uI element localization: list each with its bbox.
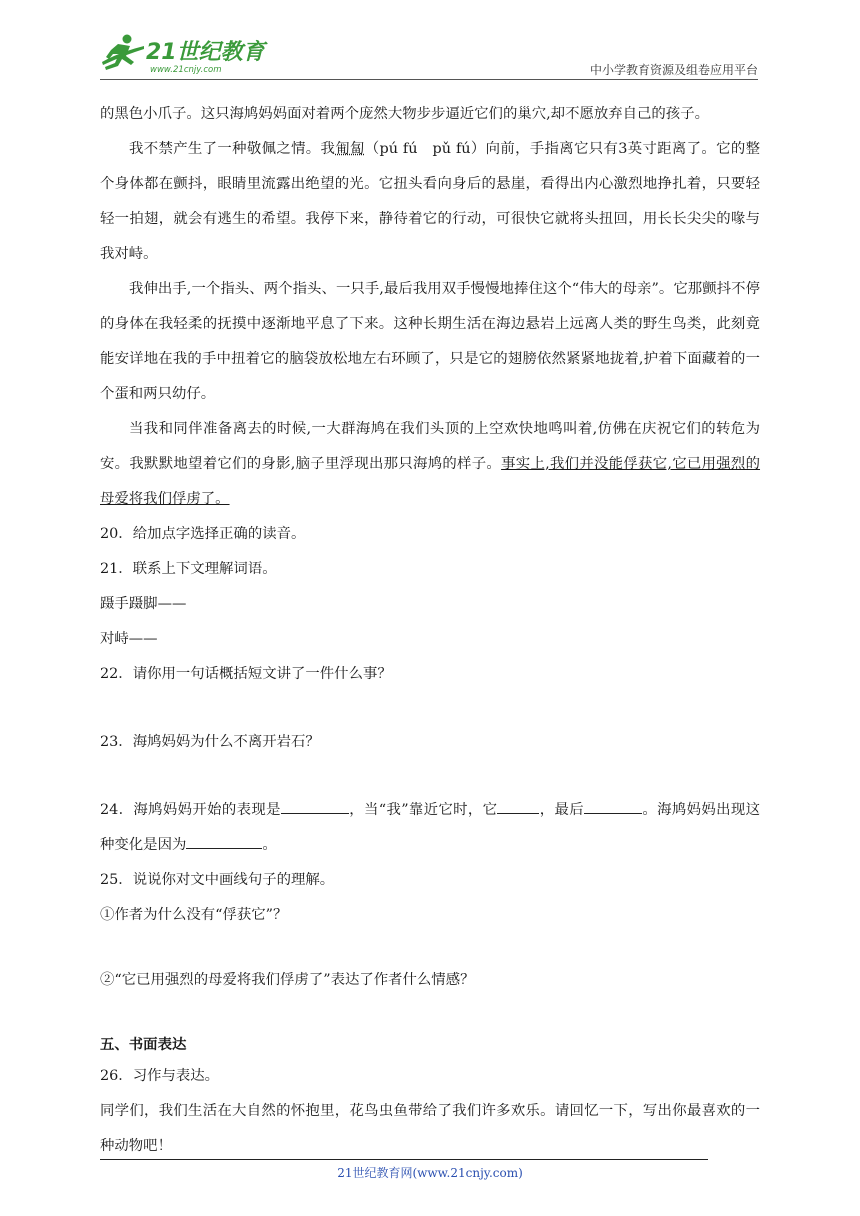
question-21-item-a: 蹑手蹑脚—— <box>100 596 187 612</box>
dotted-word: 匍匐 <box>335 141 365 157</box>
answer-space-23[interactable] <box>100 760 760 793</box>
document-body <box>100 97 760 1164</box>
answer-space-22[interactable] <box>100 692 760 725</box>
passage-paragraph-2: 我伸出手,一个指头、两个指头、一只手,最后我用双手慢慢地捧住这个“伟大的母亲”。它那颤抖不停的身体在我轻柔的抚摸中逐渐地平息了下来。这种长期生活在海边悬岩上远离人类的野生鸟类，此刻竟能安详地在我的手中扭着它的脑袋放松地左右环顾了，只是它的翅膀依然紧紧地拢着,护着下面藏着的一个蛋和两只幼仔。 <box>100 281 760 402</box>
header-divider <box>100 79 758 80</box>
answer-space-25-2[interactable] <box>100 998 760 1031</box>
question-26: 26．习作与表达。 <box>100 1068 220 1084</box>
question-25-part-1: ①作者为什么没有“俘获它”？ <box>100 907 288 923</box>
footer-divider <box>100 1159 708 1160</box>
question-22: 22．请你用一句话概括短文讲了一件什么事？ <box>100 666 392 682</box>
logo-runner-icon <box>100 32 270 76</box>
question-21: 21．联系上下文理解词语。 <box>100 561 277 577</box>
site-logo[interactable] <box>100 32 270 76</box>
underlined-sentence: 事实上,我们并没能俘获它,它已用强烈的母爱将我们俘虏了。 <box>100 456 761 507</box>
question-26-prompt: 同学们，我们生活在大自然的怀抱里，花鸟虫鱼带给了我们许多欢乐。请回忆一下，写出你最喜欢的一种动物吧！ <box>100 1103 760 1154</box>
svg-text:www.21cnjy.com: www.21cnjy.com <box>150 65 222 75</box>
page-header <box>100 32 758 80</box>
section-heading: 五、书面表达 <box>100 1037 187 1053</box>
page-footer[interactable]: 21世纪教育网(www.21cnjy.com) <box>337 1166 523 1180</box>
question-25: 25．说说你对文中画线句子的理解。 <box>100 872 335 888</box>
svg-text:21世纪教育: 21世纪教育 <box>146 40 265 65</box>
blank-2[interactable] <box>497 813 539 814</box>
question-25-part-2: ②“它已用强烈的母爱将我们俘虏了”表达了作者什么情感？ <box>100 972 475 988</box>
passage-paragraph-1: 我不禁产生了一种敬佩之情。我匍匐（pú fú pǔ fú）向前，手指离它只有3英寸距离了。它的整个身体都在颤抖，眼睛里流露出绝望的光。它扭头看向身后的悬崖，看得出内心激烈地挣扎着，只要轻轻一拍翅，就会有逃生的希望。我停下来，静待着它的行动，可很快它就将头扭回，用长长尖尖的喙与我对峙。 <box>100 141 760 262</box>
passage-paragraph-0: 的黑色小爪子。这只海鸠妈妈面对着两个庞然大物步步逼近它们的巢穴,却不愿放弃自己的孩子。 <box>100 106 709 122</box>
question-24: 24．海鸠妈妈开始的表现是 ，当“我”靠近它时，它 ，最后 。海鸠妈妈出现这种变化是因为 。 <box>100 802 760 853</box>
question-20: 20．给加点字选择正确的读音。 <box>100 526 306 542</box>
blank-4[interactable] <box>186 848 262 849</box>
question-21-item-b: 对峙—— <box>100 631 158 647</box>
question-23: 23．海鸠妈妈为什么不离开岩石？ <box>100 734 320 750</box>
blank-1[interactable] <box>281 813 349 814</box>
platform-name: 中小学教育资源及组卷应用平台 <box>589 63 758 77</box>
passage-paragraph-3: 当我和同伴准备离去的时候,一大群海鸠在我们头顶的上空欢快地鸣叫着,仿佛在庆祝它们的转危为安。我默默地望着它们的身影,脑子里浮现出那只海鸠的样子。事实上,我们并没能俘获它,它已用强烈的母爱将我们俘虏了。 <box>100 421 761 507</box>
answer-space-25-1[interactable] <box>100 933 760 963</box>
blank-3[interactable] <box>584 813 642 814</box>
